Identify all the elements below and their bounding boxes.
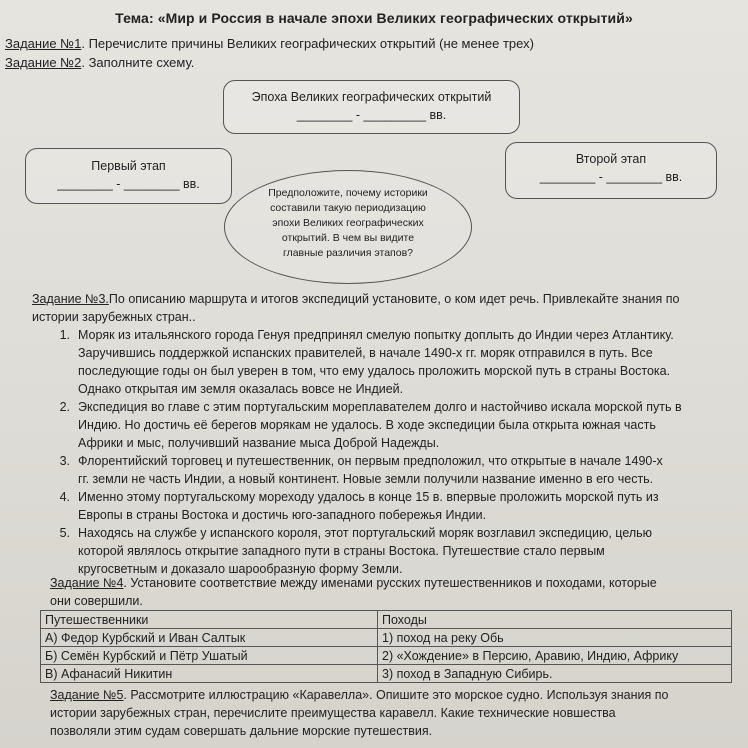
matching-table [40,610,732,683]
table-cell: В) Афанасий Никитин [41,665,378,683]
task4 [50,574,730,610]
table-row [41,647,732,665]
item-line: Экспедиция во главе с этим португальским мореплавателем долго и настойчиво искала морской путь в [78,400,682,414]
item-line: Заручившись поддержкой испанских правителей, в начале 1490-х гг. моряк отправился в путь. Все [78,346,653,360]
table-cell: 3) поход в Западную Сибирь. [378,665,732,683]
table-row [41,665,732,683]
scheme-second-stage-title: Второй этап [575,152,647,166]
item-number: 5. [59,526,70,540]
task4-text: они совершили. [50,594,143,608]
scheme-question-line: составили такую периодизацию [270,202,426,214]
scheme-epoch-box [223,80,520,134]
scheme-epoch-range: ________ - _________ вв. [296,108,447,122]
task4-text: . Установите соответствие между именами русских путешественников и походами, которые [123,576,657,590]
task3-intro-line: По описанию маршрута и итогов экспедиций установите, о ком идет речь. Привлекайте знания по [108,292,680,306]
list-item [48,524,732,578]
item-line: которой являлось открытие западного пути в страны Востока. Путешествие стало первым [78,544,605,558]
item-line: гг. земли не часть Индии, а новый континент. Новые земли получили название именно в его честь. [78,472,654,486]
task2-text: . Заполните схему. [81,55,195,70]
item-line: Именно этому португальскому мореходу удалось в конце 15 в. впервые проложить морской путь из [78,490,659,504]
task3-label: Задание №3. [32,292,109,306]
task5-text: истории зарубежных стран, перечислите преимущества каравелл. Какие технические новшества [50,706,616,720]
list-item [48,398,732,452]
table-header: Походы [378,611,732,629]
task2 [5,55,194,70]
scheme-question-line: эпохи Великих географических [272,217,424,229]
task3 [32,290,732,578]
task3-intro-line: истории зарубежных стран.. [32,310,196,324]
scheme-first-stage-box [25,148,232,204]
table-cell: 1) поход на реку Обь [378,629,732,647]
task4-intro [50,574,730,592]
list-item [48,452,732,488]
item-line: Европы в страны Востока и достичь юго-западного побережья Индии. [78,508,487,522]
table-cell: Б) Семён Курбский и Пётр Ушатый [41,647,378,665]
scheme-question-line: Предположите, почему историки [268,187,428,199]
item-line: Индию. Но достичь её берегов морякам не удалось. В ходе экспедиции была открыта южная часть [78,418,656,432]
scheme-question-ellipse [224,170,472,284]
item-line: Флорентийский торговец и путешественник, он первым предположил, что открытые в начале 1490-х [78,454,663,468]
item-line: кругосветным и доказало шарообразную форму Земли. [78,562,403,576]
task5-text: позволяли этим судам совершать дальние морские путешествия. [50,724,433,738]
table-row [41,629,732,647]
item-line: Африки и мыс, получивший название мыса Доброй Надежды. [78,436,440,450]
item-line: Однако открытая им земля оказалась вовсе не Индией. [78,382,404,396]
task5-text: . Рассмотрите иллюстрацию «Каравелла». Опишите это морское судно. Используя знания по [123,688,669,702]
task2-label: Задание №2 [5,55,82,70]
scheme-question-line: открытий. В чем вы видите [281,232,415,244]
table-cell: А) Федор Курбский и Иван Салтык [41,629,378,647]
item-line: Моряк из итальянского города Генуя предпринял смелую попытку доплыть до Индии через Атлантику. [78,328,674,342]
item-number: 1. [59,328,70,342]
task1-label: Задание №1 [5,36,82,51]
scheme-second-stage-box [505,142,717,199]
scheme-question-text [225,186,471,261]
item-line: последующие годы он был уверен в том, что ему удалось проложить морской путь в страны Востока. [78,364,671,378]
task5-intro [50,686,740,704]
item-line: Находясь на службе у испанского короля, этот португальский моряк возглавил экспедицию, целью [78,526,653,540]
scheme-first-stage-title: Первый этап [91,159,166,173]
table-header: Путешественники [41,611,378,629]
table-header-row [41,611,732,629]
item-number: 4. [59,490,70,504]
task5-label: Задание №5 [50,688,124,702]
scheme-question-line: главные различия этапов? [282,247,414,259]
task5 [50,686,740,740]
list-item [48,326,732,398]
task1-text: . Перечислите причины Великих географических открытий (не менее трех) [81,36,534,51]
scheme-first-stage-range: ________ - ________ вв. [57,177,200,191]
scheme-second-stage-range: ________ - ________ вв. [539,170,683,184]
page-title: Тема: «Мир и Россия в начале эпохи Великих географических открытий» [115,10,633,26]
table-cell: 2) «Хождение» в Персию, Аравию, Индию, Африку [378,647,732,665]
item-number: 2. [59,400,70,414]
task3-intro [32,290,732,308]
item-number: 3. [59,454,70,468]
task3-list [48,326,732,578]
task1 [5,36,534,51]
list-item [48,488,732,524]
task4-label: Задание №4 [50,576,124,590]
scheme-epoch-title: Эпоха Великих географических открытий [251,90,492,104]
